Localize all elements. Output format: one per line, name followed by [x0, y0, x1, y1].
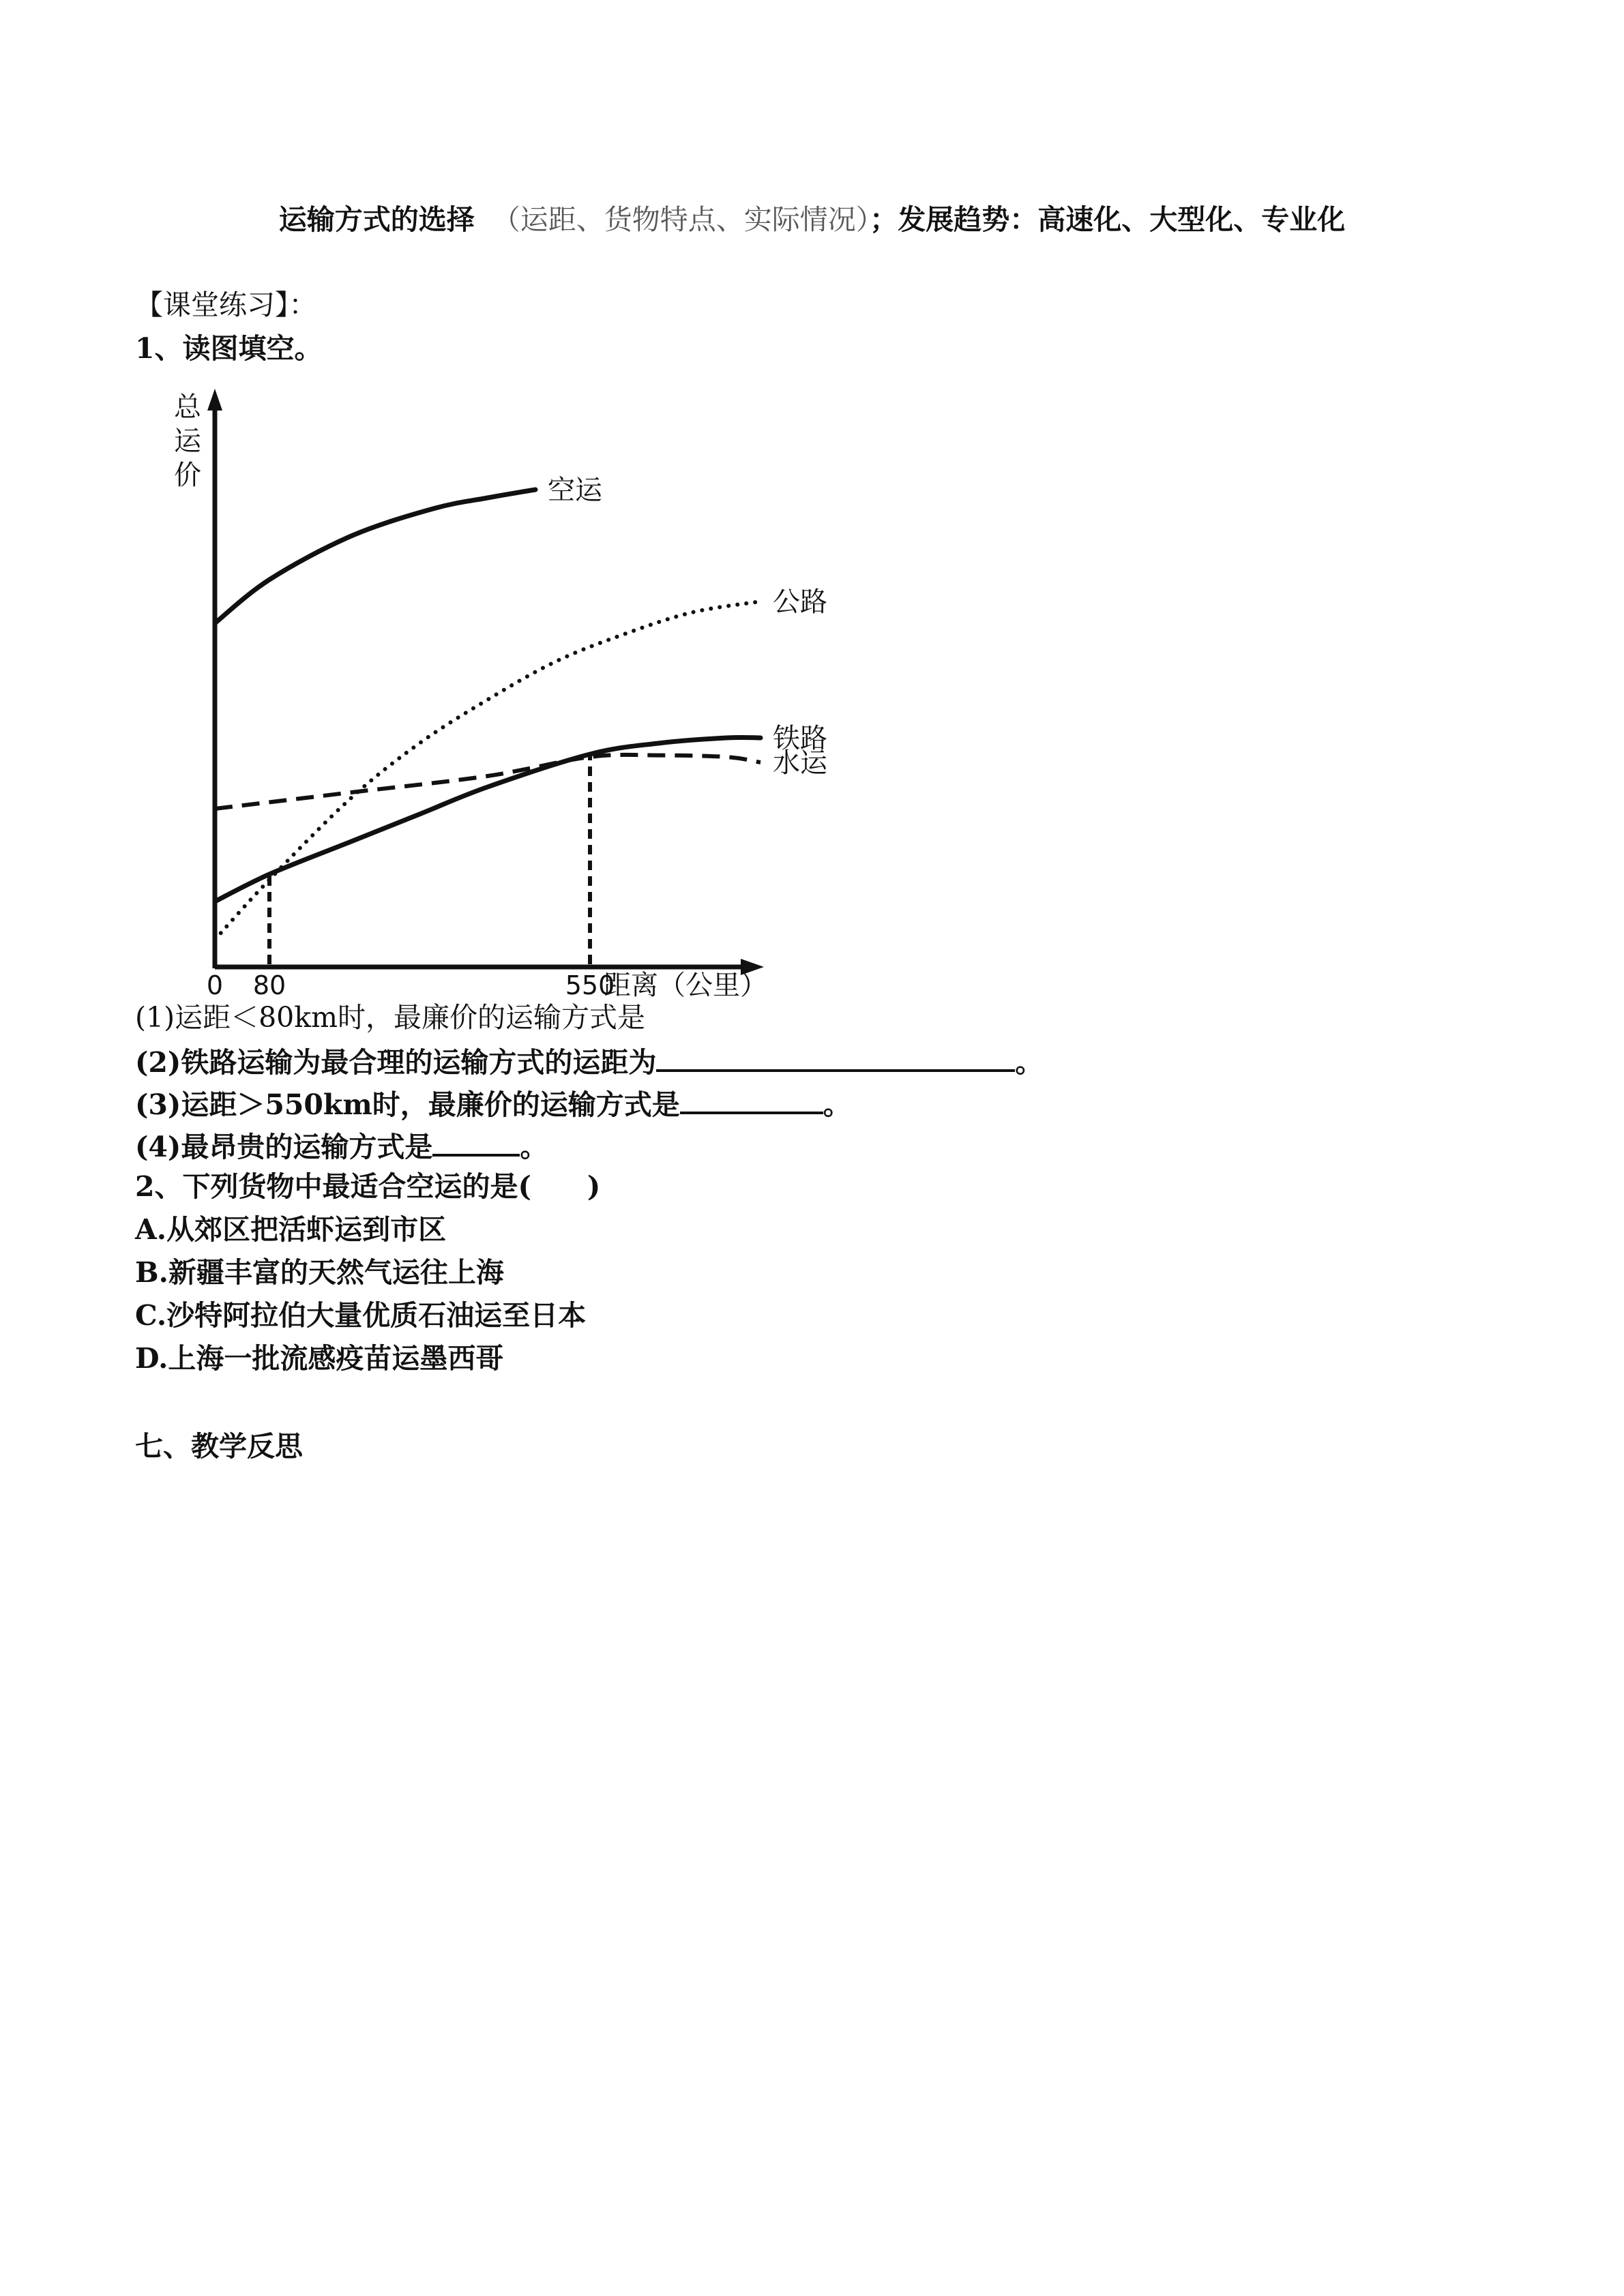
x-tick-labels	[207, 970, 615, 1000]
question-2: 2、下列货物中最适合空运的是( )	[135, 1170, 601, 1203]
option-c: C.沙特阿拉伯大量优质石油运至日本	[135, 1299, 587, 1332]
x-tick-label-0: 0	[206, 970, 224, 1000]
series-line-1	[215, 601, 761, 940]
answer-blank-1-3[interactable]	[680, 1082, 823, 1114]
section-heading: 【课堂练习】：	[135, 288, 317, 321]
ylabel-char-3: 价	[174, 460, 201, 491]
title-factors: （运距、货物特点、实际情况）	[492, 203, 870, 236]
series-line-0	[215, 490, 535, 623]
x-tick-label-1: 80	[252, 970, 286, 1000]
question-1-3-end: 。	[823, 1088, 851, 1121]
transport-cost-chart	[150, 382, 827, 1001]
option-b: B.新疆丰富的天然气运往上海	[135, 1256, 504, 1289]
question-1-1: (1)运距＜80km时，最廉价的运输方式是	[135, 1001, 645, 1034]
ylabel-char-1: 总	[174, 391, 201, 423]
question-1-3	[135, 1082, 851, 1125]
series-label-2: 铁路	[773, 723, 827, 754]
y-axis-label	[174, 391, 202, 491]
series-labels	[548, 475, 828, 779]
option-d: D.上海一批流感疫苗运墨西哥	[135, 1342, 504, 1375]
answer-blank-1-2[interactable]	[656, 1039, 1015, 1072]
title-trends: ；发展趋势：高速化、大型化、专业化	[870, 203, 1346, 236]
series-label-3: 水运	[773, 747, 827, 779]
x-axis-label: 距离（公里）	[604, 970, 767, 1001]
ylabel-char-2: 运	[174, 426, 201, 457]
chart-series	[215, 490, 761, 940]
section-7-heading: 七、教学反思	[135, 1430, 303, 1463]
series-label-0: 空运	[548, 475, 602, 506]
question-1-4	[135, 1124, 548, 1167]
question-1-3-text: (3)运距＞550km时，最廉价的运输方式是	[135, 1088, 680, 1121]
series-line-3	[215, 755, 761, 809]
title-main: 运输方式的选择	[278, 203, 475, 236]
question-1-4-end: 。	[520, 1131, 548, 1163]
answer-blank-1-4[interactable]	[432, 1124, 520, 1157]
x-tick-label-2: 550	[565, 970, 615, 1000]
series-line-2	[215, 737, 761, 901]
chart-axes	[207, 389, 764, 975]
question-1-4-text: (4)最昂贵的运输方式是	[135, 1131, 433, 1163]
question-1-2	[135, 1039, 1043, 1083]
question-1-heading: 1、读图填空。	[135, 332, 323, 365]
question-1-2-end: 。	[1015, 1046, 1044, 1079]
question-1-2-text: (2)铁路运输为最合理的运输方式的运距为	[135, 1046, 657, 1079]
page-title	[0, 199, 1624, 240]
option-a: A.从郊区把活虾运到市区	[135, 1213, 447, 1246]
series-label-1: 公路	[773, 586, 827, 618]
reference-lines	[269, 754, 590, 964]
y-axis-arrow	[207, 389, 222, 411]
